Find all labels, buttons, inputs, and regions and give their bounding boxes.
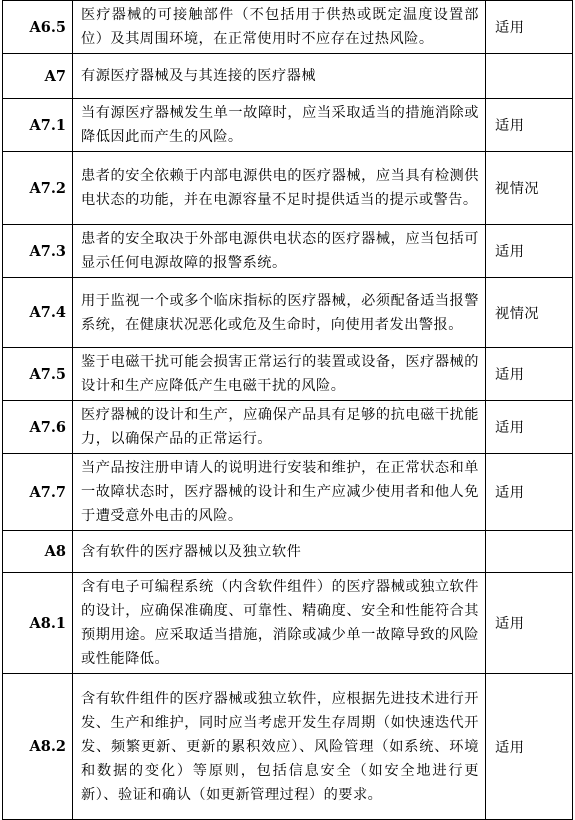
requirement-text: 含有电子可编程系统（内含软件组件）的医疗器械或独立软件的设计，应确保准确度、可靠性、精确度、安全和性能符合其预期用途。应采取适当措施，消除或减少单一故障导致的风险或性能降低。 — [73, 573, 486, 674]
table-row — [3, 225, 573, 278]
table-row — [3, 674, 573, 820]
clause-number: A7.4 — [3, 278, 73, 348]
requirement-text: 当产品按注册申请人的说明进行安装和维护，在正常状态和单一故障状态时，医疗器械的设计和生产应减少使用者和他人免于遭受意外电击的风险。 — [73, 454, 486, 531]
table-row — [3, 278, 573, 348]
applicability-cell — [486, 531, 573, 573]
clause-number: A8 — [3, 531, 73, 573]
table-row — [3, 99, 573, 152]
requirement-text: 含有软件组件的医疗器械或独立软件，应根据先进技术进行开发、生产和维护，同时应当考虑开发生存周期（如快速迭代开发、频繁更新、更新的累积效应）、风险管理（如系统、环境和数据的变化）等原则，包括信息安全（如安全地进行更新）、验证和确认（如更新管理过程）的要求。 — [73, 674, 486, 820]
section-title: 有源医疗器械及与其连接的医疗器械 — [73, 54, 486, 99]
clause-number: A7.3 — [3, 225, 73, 278]
applicability-cell — [486, 54, 573, 99]
requirement-text: 患者的安全取决于外部电源供电状态的医疗器械，应当包括可显示任何电源故障的报警系统。 — [73, 225, 486, 278]
clause-number: A7.1 — [3, 99, 73, 152]
requirement-text: 当有源医疗器械发生单一故障时，应当采取适当的措施消除或降低因此而产生的风险。 — [73, 99, 486, 152]
applicability-cell: 适用 — [486, 1, 573, 54]
clause-number: A7.5 — [3, 348, 73, 401]
applicability-cell: 适用 — [486, 401, 573, 454]
table-row — [3, 348, 573, 401]
requirement-text: 用于监视一个或多个临床指标的医疗器械，必须配备适当报警系统，在健康状况恶化或危及生命时，向使用者发出警报。 — [73, 278, 486, 348]
clause-number: A6.5 — [3, 1, 73, 54]
requirement-text: 鉴于电磁干扰可能会损害正常运行的装置或设备，医疗器械的设计和生产应降低产生电磁干扰的风险。 — [73, 348, 486, 401]
clause-number: A8.2 — [3, 674, 73, 820]
section-row — [3, 54, 573, 99]
applicability-cell: 适用 — [486, 674, 573, 820]
requirement-text: 患者的安全依赖于内部电源供电的医疗器械，应当具有检测供电状态的功能，并在电源容量不足时提供适当的提示或警告。 — [73, 152, 486, 225]
requirement-text: 医疗器械的可接触部件（不包括用于供热或既定温度设置部位）及其周围环境，在正常使用时不应存在过热风险。 — [73, 1, 486, 54]
applicability-cell: 视情况 — [486, 278, 573, 348]
clause-number: A8.1 — [3, 573, 73, 674]
applicability-cell: 视情况 — [486, 152, 573, 225]
clause-number: A7.6 — [3, 401, 73, 454]
table-row — [3, 1, 573, 54]
section-title: 含有软件的医疗器械以及独立软件 — [73, 531, 486, 573]
applicability-cell: 适用 — [486, 573, 573, 674]
applicability-cell: 适用 — [486, 225, 573, 278]
applicability-cell: 适用 — [486, 454, 573, 531]
section-row — [3, 531, 573, 573]
requirement-text: 医疗器械的设计和生产，应确保产品具有足够的抗电磁干扰能力，以确保产品的正常运行。 — [73, 401, 486, 454]
requirements-table — [2, 0, 573, 820]
table-row — [3, 401, 573, 454]
table-row — [3, 573, 573, 674]
applicability-cell: 适用 — [486, 99, 573, 152]
clause-number: A7.2 — [3, 152, 73, 225]
requirements-table-body — [3, 1, 573, 820]
clause-number: A7 — [3, 54, 73, 99]
applicability-cell: 适用 — [486, 348, 573, 401]
clause-number: A7.7 — [3, 454, 73, 531]
table-row — [3, 152, 573, 225]
table-row — [3, 454, 573, 531]
